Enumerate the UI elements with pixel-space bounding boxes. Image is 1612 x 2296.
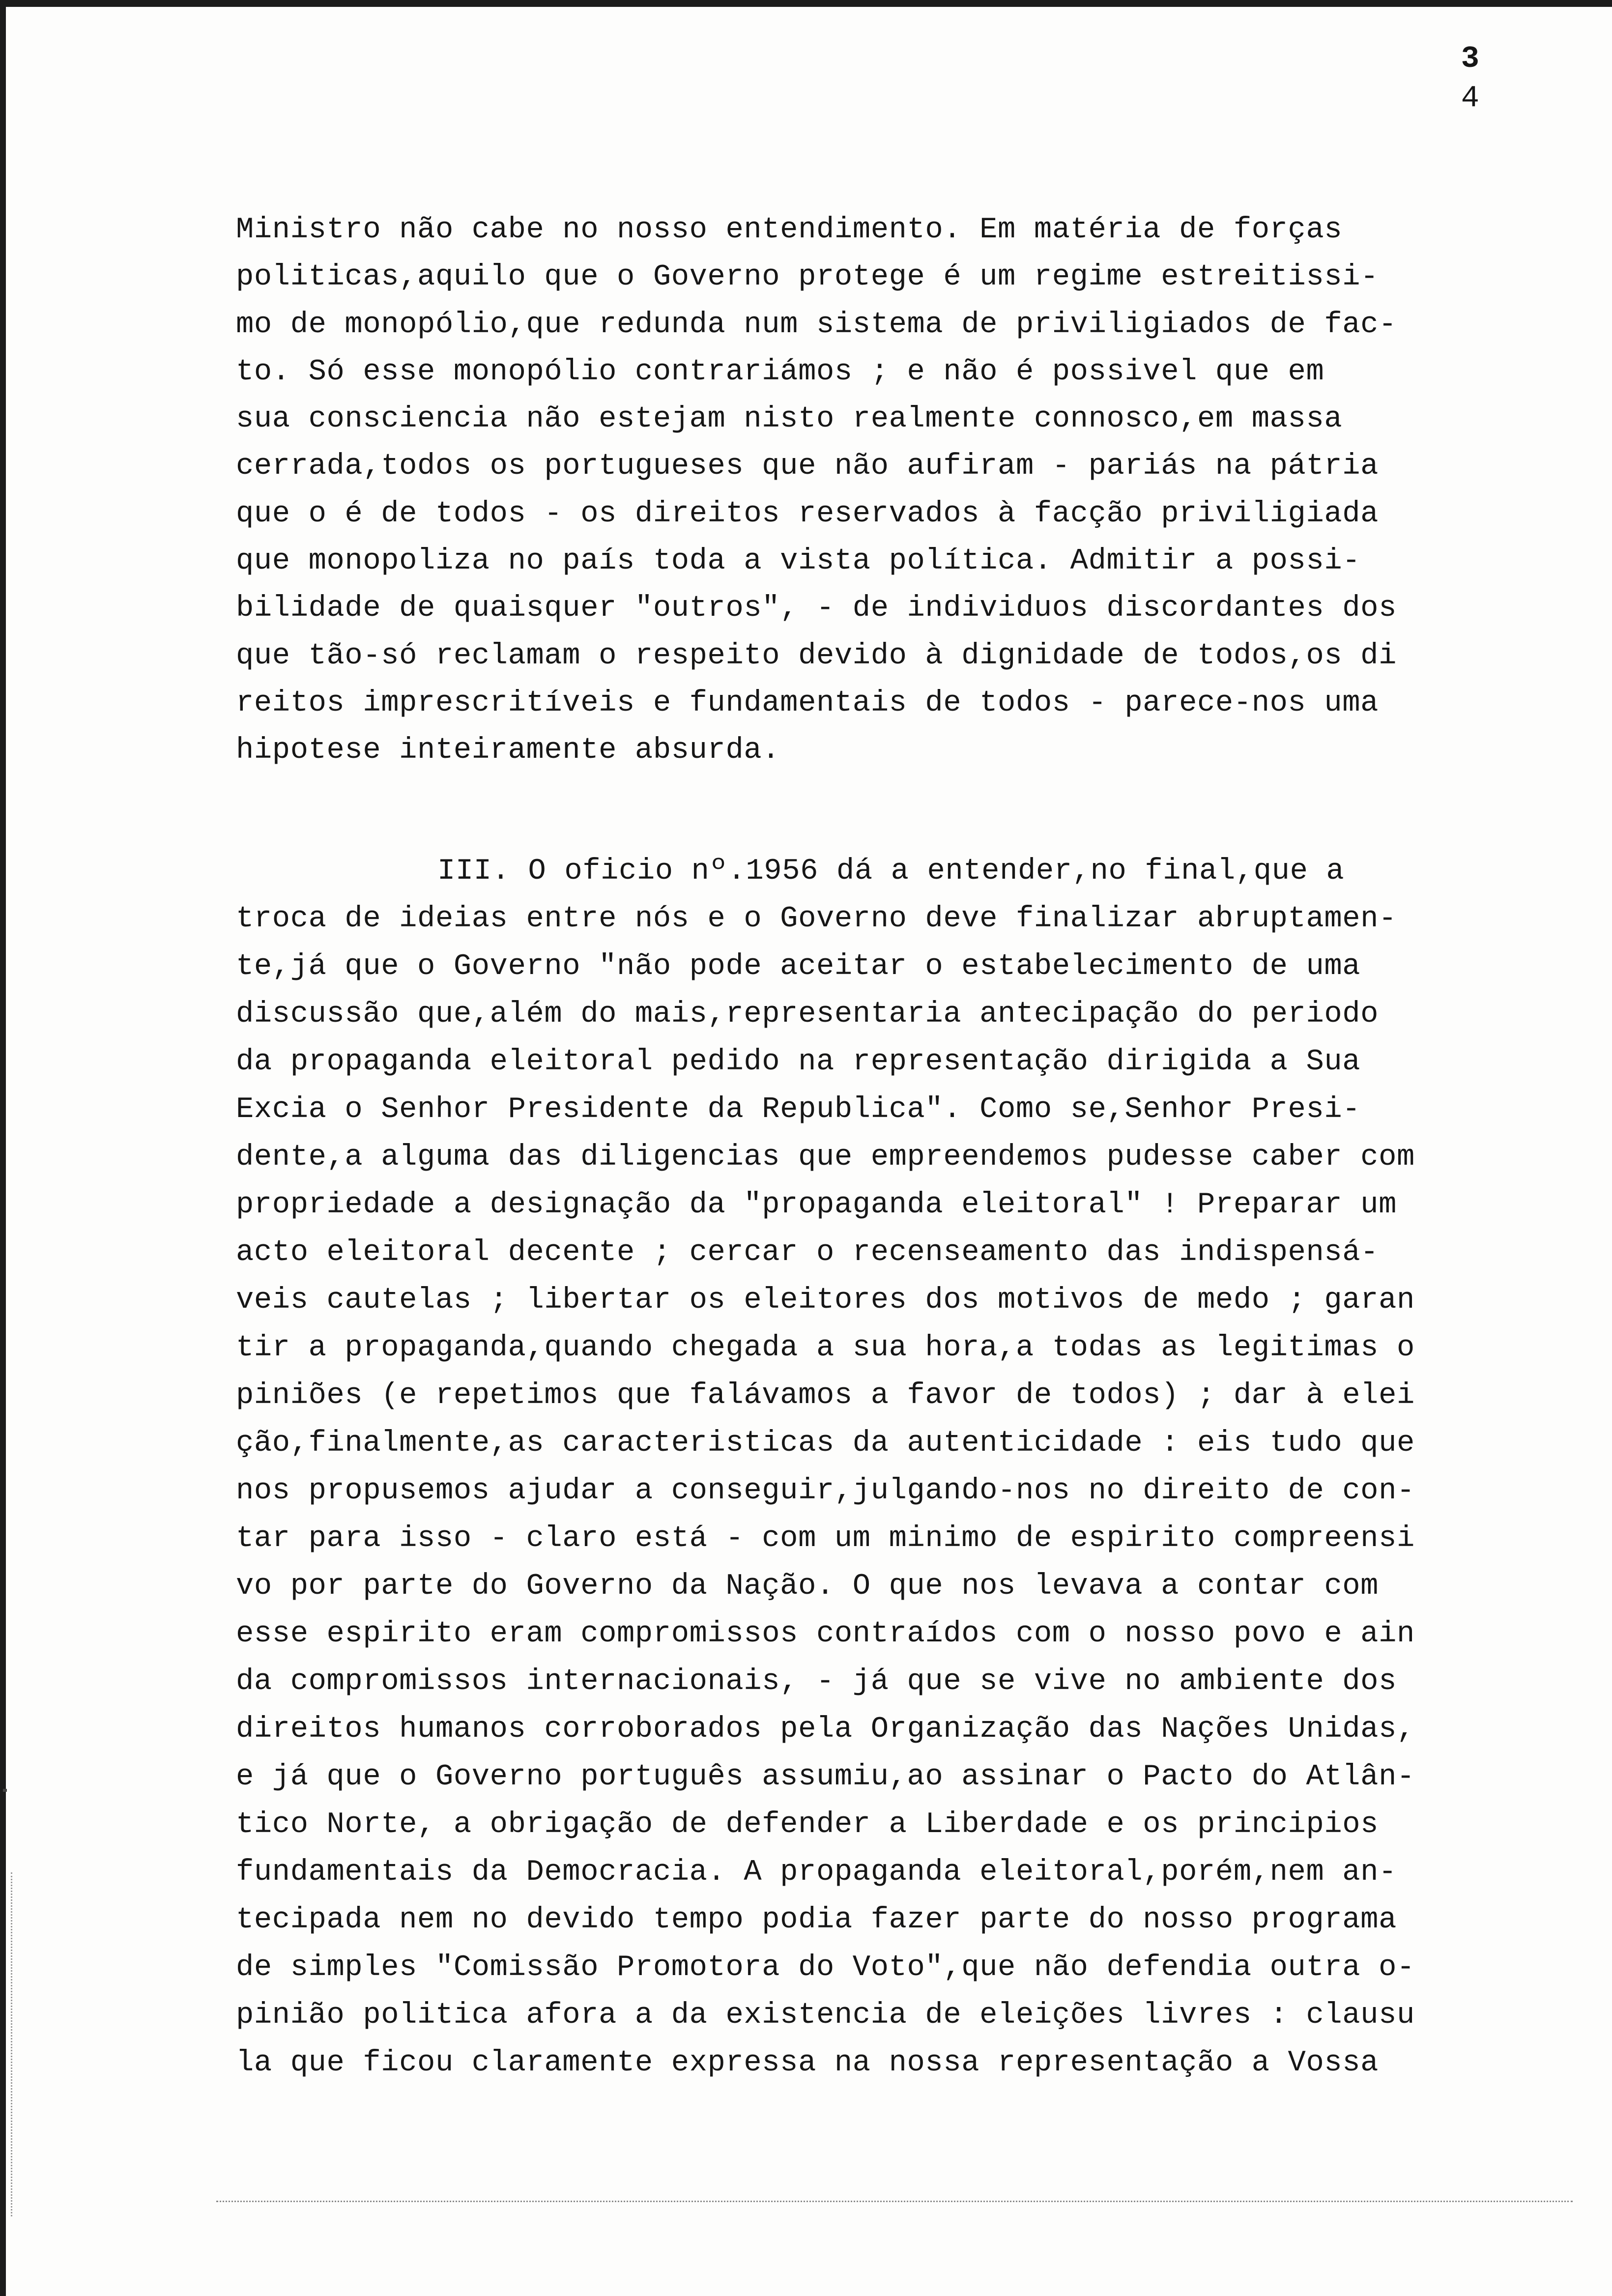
scan-margin-mark (3, 1789, 7, 1792)
text-line: bilidade de quaisquer "outros", - de individuos discordantes dos (236, 592, 1397, 626)
text-line: discussão que,além do mais,representaria antecipação do periodo (236, 998, 1379, 1031)
text-line: tico Norte, a obrigação de defender a Liberdade e os principios (236, 1808, 1379, 1841)
text-line: tar para isso - claro está - com um minimo de espirito compreensi (236, 1522, 1415, 1555)
text-line: que monopoliza no país toda a vista política. Admitir a possi- (236, 545, 1361, 578)
text-line: te,já que o Governo "não pode aceitar o estabelecimento de uma (236, 950, 1361, 983)
text-line: propriedade a designação da "propaganda eleitoral" ! Preparar um (236, 1188, 1397, 1222)
page-number-current: 4 (1461, 81, 1479, 115)
text-line: de simples "Comissão Promotora do Voto",que não defendia outra o- (236, 1951, 1415, 1984)
text-line: to. Só esse monopólio contrariámos ; e não é possivel que em (236, 355, 1324, 389)
paragraph-ministro (236, 206, 1524, 775)
bottom-dotted-rule (216, 2201, 1573, 2202)
text-line: tecipada nem no devido tempo podia fazer parte do nosso programa (236, 1903, 1397, 1937)
text-line: da compromissos internacionais, - já que se vive no ambiente dos (236, 1665, 1397, 1698)
text-line: ção,finalmente,as caracteristicas da autenticidade : eis tudo que (236, 1427, 1415, 1460)
text-line: vo por parte do Governo da Nação. O que nos levava a contar com (236, 1570, 1379, 1603)
scan-left-edge (0, 0, 6, 2296)
text-line: pinião politica afora a da existencia de eleições livres : clausu (236, 1999, 1415, 2032)
text-line: hipotese inteiramente absurda. (236, 734, 780, 768)
text-line: dente,a alguma das diligencias que empreendemos pudesse caber com (236, 1141, 1415, 1174)
text-line: tir a propaganda,quando chegada a sua hora,a todas as legitimas o (236, 1331, 1415, 1365)
text-line: politicas,aquilo que o Governo protege é um regime estreitissi- (236, 260, 1379, 294)
text-line: esse espirito eram compromissos contraídos com o nosso povo e ain (236, 1617, 1415, 1651)
text-line: que tão-só reclamam o respeito devido à dignidade de todos,os di (236, 639, 1397, 673)
text-line: da propaganda eleitoral pedido na representação dirigida a Sua (236, 1045, 1361, 1079)
text-line: acto eleitoral decente ; cercar o recenseamento das indispensá- (236, 1236, 1379, 1269)
text-line: fundamentais da Democracia. A propaganda eleitoral,porém,nem an- (236, 1856, 1397, 1889)
text-line: reitos imprescritíveis e fundamentais de todos - parece-nos uma (236, 686, 1379, 720)
text-line: Excia o Senhor Presidente da Republica". Como se,Senhor Presi- (236, 1093, 1361, 1126)
text-line: sua consciencia não estejam nisto realmente connosco,em massa (236, 402, 1343, 436)
page-number (1461, 39, 1479, 118)
text-line: piniões (e repetimos que falávamos a favor de todos) ; dar à elei (236, 1379, 1415, 1412)
text-line: nos propusemos ajudar a conseguir,julgando-nos no direito de con- (236, 1474, 1415, 1508)
text-line: direitos humanos corroborados pela Organização das Nações Unidas, (236, 1713, 1415, 1746)
text-line: la que ficou claramente expressa na nossa representação a Vossa (236, 2046, 1379, 2080)
text-line: troca de ideias entre nós e o Governo deve finalizar abruptamen- (236, 902, 1397, 936)
text-line: mo de monopólio,que redunda num sistema de priviligiados de fac- (236, 308, 1397, 342)
page-number-struck: 3 (1461, 41, 1479, 76)
paragraph-section-iii (236, 848, 1524, 2087)
text-line: veis cautelas ; libertar os eleitores dos motivos de medo ; garan (236, 1284, 1415, 1317)
text-line: e já que o Governo português assumiu,ao assinar o Pacto do Atlân- (236, 1760, 1415, 1794)
scan-top-edge (0, 0, 1612, 7)
scan-margin-dots (11, 1872, 14, 2216)
section-heading-line: III. O oficio nº.1956 dá a entender,no final,que a (437, 855, 1345, 888)
text-line: que o é de todos - os direitos reservados à facção priviligiada (236, 497, 1379, 531)
text-line: Ministro não cabe no nosso entendimento. Em matéria de forças (236, 213, 1343, 247)
text-line: cerrada,todos os portugueses que não aufiram - pariás na pátria (236, 450, 1379, 484)
